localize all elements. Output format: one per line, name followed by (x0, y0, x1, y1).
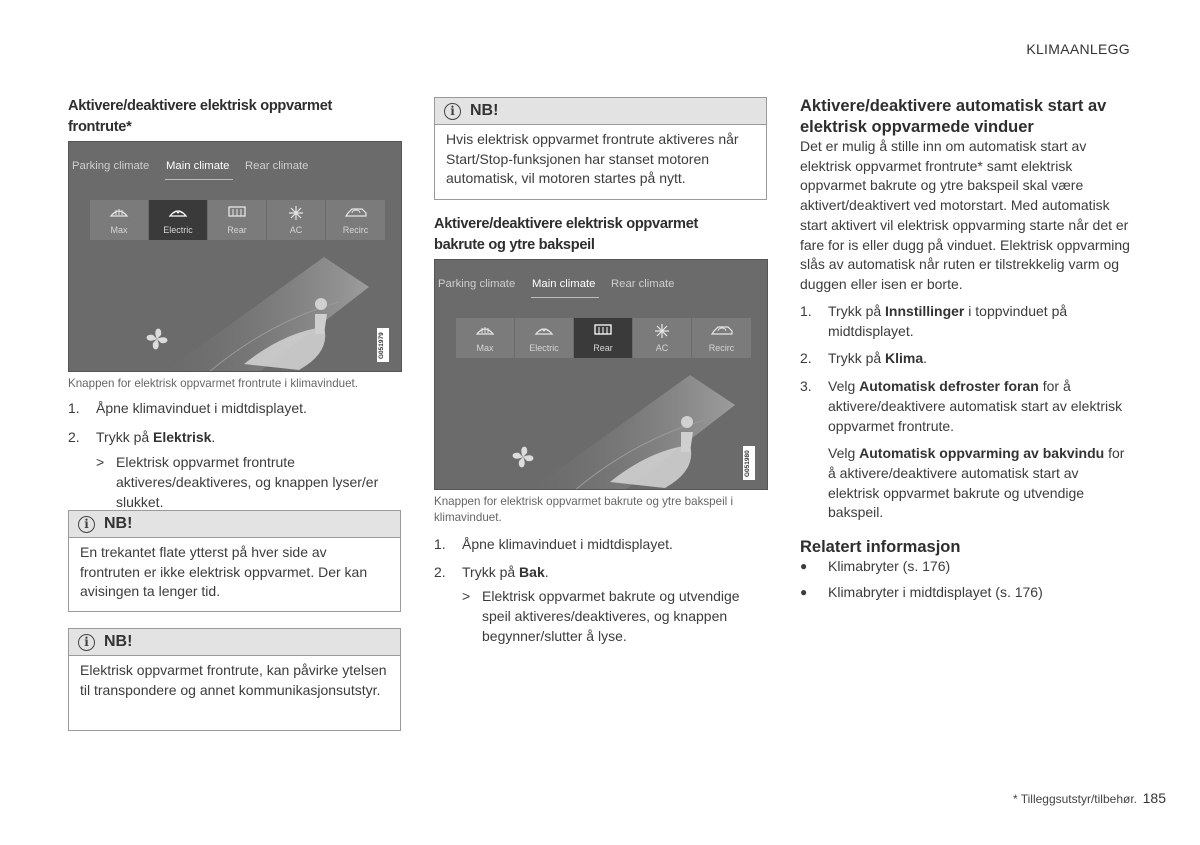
result-text: Elektrisk oppvarmet frontrute aktiveres/deaktiveres, og knappen lyser/er slukket. (116, 454, 379, 510)
step-text: . (211, 428, 216, 445)
middle-steps (434, 535, 766, 647)
section-heading: Aktivere/deaktivere elektrisk oppvarmet frontrute* (68, 98, 333, 135)
step-text: for å aktivere/deaktivere automatisk start av elektrisk oppvarmet frontrute. (828, 378, 1123, 434)
tab-main-climate: Main climate (166, 160, 230, 172)
step-number: 2. (434, 563, 446, 580)
note-box (68, 628, 401, 731)
tab-rear-climate: Rear climate (245, 160, 309, 172)
left-column (68, 96, 401, 138)
note-title: NB! (104, 633, 133, 650)
note-box (434, 97, 767, 200)
electric-windscreen-icon (168, 205, 188, 219)
step-text: Velg (828, 378, 860, 395)
step-number: 1. (800, 303, 812, 319)
footnote: * Tilleggsutstyr/tilbehør. (1012, 792, 1137, 806)
menu-name: Automatisk oppvarming av bakvindu (859, 445, 1105, 462)
rear-defrost-button (574, 318, 633, 358)
note-header (435, 98, 766, 125)
menu-name: Klima (885, 350, 924, 367)
seat-illustration (69, 252, 402, 372)
step-text: Velg (828, 445, 860, 462)
step-result (68, 453, 398, 512)
recirc-car-icon (710, 323, 734, 337)
button-label: Max (476, 343, 494, 353)
ac-button (267, 200, 326, 240)
tab-rear-climate: Rear climate (611, 278, 675, 290)
result-arrow: > (96, 454, 105, 471)
note-text: En trekantet flate ytterst på hver side av frontruten er ikke elektrisk oppvarmet. Der kan avisingen ta lenger tid. (80, 544, 368, 600)
fan-icon (507, 441, 539, 473)
related-heading: Relatert informasjon (800, 538, 961, 556)
climate-button-row (90, 200, 385, 240)
recirc-car-icon (344, 205, 368, 219)
electric-windscreen-button (149, 200, 208, 240)
intro-paragraph: Det er mulig å stille inn om automatisk start av elektrisk oppvarmet frontrute* samt elektrisk oppvarmet bakrute og ytre bakspeil skal være aktivert/deaktivert ved motorstart. Med automatisk start aktivert vil elektrisk oppvarming starte når det er fare for is eller dugg på vinduet. Elektrisk oppvarming slås av automatisk når ruten er tilstrekkelig varm og duggen eller isen er borte. (800, 138, 1130, 292)
step-text: Trykk på (828, 350, 886, 367)
list-item (68, 428, 398, 448)
related-link[interactable] (800, 557, 1130, 577)
menu-name: Bak (519, 563, 545, 580)
max-defrost-icon (475, 323, 495, 337)
step-text: i toppvinduet på midtdisplayet. (828, 303, 1068, 339)
list-item (434, 535, 766, 555)
result-text: Elektrisk oppvarmet bakrute og utvendige speil aktiveres/deaktiveres, og knappen begynner/slutter å lyse. (482, 588, 740, 644)
note-header (69, 511, 400, 538)
note-title: NB! (104, 515, 133, 532)
button-label: Recirc (342, 225, 369, 235)
figure-caption: Knappen for elektrisk oppvarmet bakrute og ytre bakspeil i klimavinduet. (434, 495, 734, 524)
step-number: 1. (434, 536, 446, 552)
note-text: Elektrisk oppvarmet frontrute, kan påvirke ytelsen til transpondere og annet kommunikasjonsutstyr. (80, 662, 387, 698)
tab-parking-climate: Parking climate (72, 160, 150, 172)
left-steps (68, 399, 398, 513)
related-link-text[interactable]: Klimabryter i midtdisplayet (s. 176) (828, 583, 1043, 600)
button-label: AC (289, 225, 303, 235)
tab-main-climate: Main climate (532, 278, 596, 290)
recirc-button (326, 200, 385, 240)
step-text: Åpne klimavinduet i midtdisplayet. (96, 400, 307, 416)
button-label: AC (655, 343, 669, 353)
step-continuation (800, 444, 1130, 523)
related-link[interactable] (800, 583, 1130, 603)
menu-name: Elektrisk (153, 428, 212, 445)
button-label: Max (110, 225, 128, 235)
electric-windscreen-button (515, 318, 574, 358)
info-icon: i (444, 103, 461, 120)
step-number: 3. (800, 378, 812, 395)
note-text: Hvis elektrisk oppvarmet frontrute aktiveres når Start/Stop-funksjonen har stanset motoren automatisk, vil motoren startes på nytt. (446, 131, 739, 187)
max-defrost-button (90, 200, 149, 240)
recirc-button (692, 318, 751, 358)
climate-button-row (456, 318, 751, 358)
step-text: Åpne klimavinduet i midtdisplayet. (462, 536, 673, 552)
step-text: Trykk på (462, 563, 520, 580)
step-text: . (923, 350, 928, 367)
max-defrost-button (456, 318, 515, 358)
note-header (69, 629, 400, 656)
electric-windscreen-icon (534, 323, 554, 337)
list-item (434, 563, 766, 583)
button-label: Electric (529, 343, 559, 353)
bullet: ● (800, 584, 808, 599)
step-text: for å aktivere/deaktivere automatisk start av elektrisk oppvarmet bakrute og utvendige bakspeil. (828, 445, 1125, 521)
button-label: Electric (163, 225, 193, 235)
image-code: G051979 (377, 328, 389, 362)
related-link-text[interactable]: Klimabryter (s. 176) (828, 558, 951, 574)
active-tab-underline (165, 179, 233, 180)
ac-snowflake-icon (288, 205, 304, 221)
list-item (800, 377, 1130, 436)
ac-snowflake-icon (654, 323, 670, 339)
fan-icon (141, 323, 173, 355)
button-label: Rear (227, 225, 247, 235)
climate-screen-image (68, 141, 402, 372)
section-heading: Aktivere/deaktivere automatisk start av elektrisk oppvarmede vinduer (800, 97, 1107, 136)
result-arrow: > (462, 588, 471, 605)
step-number: 2. (800, 350, 812, 367)
step-result (434, 587, 766, 646)
page-number: 185 (1142, 790, 1166, 806)
rear-defrost-icon (593, 323, 613, 337)
button-label: Rear (593, 343, 613, 353)
rear-defrost-button (208, 200, 267, 240)
list-item (68, 399, 398, 419)
menu-name: Innstillinger (885, 303, 965, 319)
button-label: Recirc (708, 343, 735, 353)
seat-illustration (435, 370, 768, 490)
related-list (800, 557, 1130, 602)
note-box (68, 510, 401, 612)
active-tab-underline (531, 297, 599, 298)
info-icon: i (78, 516, 95, 533)
list-item (800, 349, 1130, 369)
rear-defrost-icon (227, 205, 247, 219)
step-number: 1. (68, 400, 80, 416)
list-item (800, 302, 1130, 341)
step-text: . (544, 563, 549, 580)
note-title: NB! (470, 102, 499, 119)
figure-caption: Knappen for elektrisk oppvarmet frontrute i klimavinduet. (68, 377, 358, 390)
right-steps (800, 302, 1130, 523)
section-heading: Aktivere/deaktivere elektrisk oppvarmet bakrute og ytre bakspeil (434, 216, 699, 253)
climate-screen-image (434, 259, 768, 490)
max-defrost-icon (109, 205, 129, 219)
running-head: KLIMAANLEGG (1026, 41, 1130, 57)
image-code: G051980 (743, 446, 755, 480)
info-icon: i (78, 634, 95, 651)
tab-parking-climate: Parking climate (438, 278, 516, 290)
step-text: Trykk på (828, 303, 886, 319)
ac-button (633, 318, 692, 358)
step-text: Trykk på (96, 428, 154, 445)
step-number: 2. (68, 428, 80, 445)
menu-name: Automatisk defroster foran (859, 378, 1039, 395)
bullet: ● (800, 559, 808, 573)
